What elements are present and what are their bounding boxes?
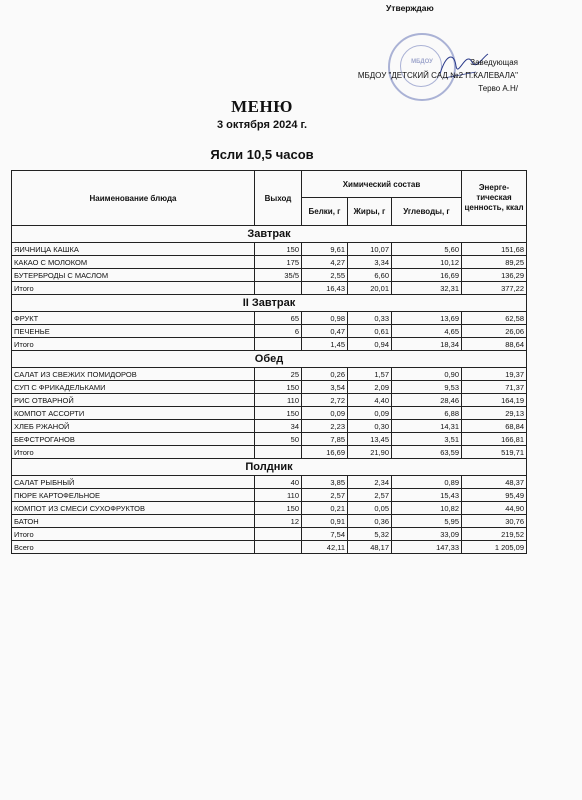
table-row [12, 312, 527, 325]
total-yield-empty [255, 338, 302, 351]
dish-fat: 2,57 [348, 489, 392, 502]
approval-title: Утверждаю [386, 3, 434, 13]
dish-protein: 0,21 [302, 502, 348, 515]
table-row [12, 325, 527, 338]
dish-protein: 2,72 [302, 394, 348, 407]
dish-energy: 29,13 [462, 407, 527, 420]
dish-yield: 110 [255, 489, 302, 502]
dish-protein: 3,85 [302, 476, 348, 489]
dish-carbs: 16,69 [392, 269, 462, 282]
dish-name: ФРУКТ [12, 312, 255, 325]
dish-name: КОМПОТ ИЗ СМЕСИ СУХОФРУКТОВ [12, 502, 255, 515]
dish-fat: 0,33 [348, 312, 392, 325]
dish-energy: 26,06 [462, 325, 527, 338]
total-yield-empty [255, 282, 302, 295]
table-row [12, 489, 527, 502]
total-carbs: 32,31 [392, 282, 462, 295]
section-total-row [12, 528, 527, 541]
dish-yield: 12 [255, 515, 302, 528]
total-energy: 219,52 [462, 528, 527, 541]
total-fat: 20,01 [348, 282, 392, 295]
dish-name: БАТОН [12, 515, 255, 528]
section-total-row [12, 338, 527, 351]
grand-total-yield-empty [255, 541, 302, 554]
dish-carbs: 15,43 [392, 489, 462, 502]
section-total-row [12, 446, 527, 459]
dish-yield: 150 [255, 243, 302, 256]
section-title: Завтрак [12, 226, 527, 243]
dish-fat: 0,30 [348, 420, 392, 433]
total-carbs: 33,09 [392, 528, 462, 541]
dish-fat: 1,57 [348, 368, 392, 381]
dish-fat: 0,05 [348, 502, 392, 515]
dish-yield: 50 [255, 433, 302, 446]
dish-fat: 4,40 [348, 394, 392, 407]
total-label: Итого [12, 528, 255, 541]
col-protein-header: Белки, г [302, 198, 348, 226]
total-carbs: 18,34 [392, 338, 462, 351]
total-label: Итого [12, 338, 255, 351]
dish-energy: 89,25 [462, 256, 527, 269]
dish-name: ПЮРЕ КАРТОФЕЛЬНОЕ [12, 489, 255, 502]
dish-name: РИС ОТВАРНОЙ [12, 394, 255, 407]
col-yield-header: Выход [255, 171, 302, 226]
dish-fat: 6,60 [348, 269, 392, 282]
dish-carbs: 0,90 [392, 368, 462, 381]
col-chem-header: Химический состав [302, 171, 462, 198]
total-protein: 16,69 [302, 446, 348, 459]
section-title: Полдник [12, 459, 527, 476]
dish-energy: 95,49 [462, 489, 527, 502]
dish-name: КАКАО С МОЛОКОМ [12, 256, 255, 269]
grand-total-row [12, 541, 527, 554]
total-fat: 21,90 [348, 446, 392, 459]
dish-yield: 150 [255, 381, 302, 394]
dish-carbs: 4,65 [392, 325, 462, 338]
document-title: МЕНЮ [231, 97, 293, 116]
dish-protein: 2,23 [302, 420, 348, 433]
total-yield-empty [255, 528, 302, 541]
dish-fat: 10,07 [348, 243, 392, 256]
section-header-row [12, 226, 527, 243]
dish-protein: 0,09 [302, 407, 348, 420]
dish-name: КОМПОТ АССОРТИ [12, 407, 255, 420]
total-label: Итого [12, 446, 255, 459]
table-row [12, 368, 527, 381]
dish-carbs: 10,12 [392, 256, 462, 269]
section-header-row [12, 351, 527, 368]
dish-energy: 68,84 [462, 420, 527, 433]
section-title: Обед [12, 351, 527, 368]
grand-total-energy: 1 205,09 [462, 541, 527, 554]
dish-energy: 151,68 [462, 243, 527, 256]
dish-fat: 0,09 [348, 407, 392, 420]
table-row [12, 394, 527, 407]
dish-carbs: 9,53 [392, 381, 462, 394]
total-protein: 1,45 [302, 338, 348, 351]
total-energy: 519,71 [462, 446, 527, 459]
grand-total-label: Всего [12, 541, 255, 554]
dish-yield: 175 [255, 256, 302, 269]
dish-energy: 19,37 [462, 368, 527, 381]
table-row [12, 407, 527, 420]
table-row [12, 502, 527, 515]
dish-carbs: 13,69 [392, 312, 462, 325]
dish-protein: 4,27 [302, 256, 348, 269]
table-row [12, 243, 527, 256]
dish-carbs: 5,95 [392, 515, 462, 528]
grand-total-carbs: 147,33 [392, 541, 462, 554]
dish-carbs: 6,88 [392, 407, 462, 420]
menu-table [11, 170, 527, 554]
section-header-row [12, 459, 527, 476]
total-energy: 377,22 [462, 282, 527, 295]
dish-energy: 136,29 [462, 269, 527, 282]
dish-carbs: 10,82 [392, 502, 462, 515]
dish-energy: 166,81 [462, 433, 527, 446]
dish-yield: 40 [255, 476, 302, 489]
approval-organization: МБДОУ "ДЕТСКИЙ САД №2 П.КАЛЕВАЛА" [357, 71, 518, 80]
table-row [12, 420, 527, 433]
col-energy-header: Энерге-тическая ценность, ккал [462, 171, 527, 226]
dish-name: ПЕЧЕНЬЕ [12, 325, 255, 338]
table-row [12, 515, 527, 528]
total-fat: 5,32 [348, 528, 392, 541]
dish-fat: 0,61 [348, 325, 392, 338]
dish-yield: 150 [255, 502, 302, 515]
dish-fat: 2,34 [348, 476, 392, 489]
dish-carbs: 3,51 [392, 433, 462, 446]
dish-protein: 2,55 [302, 269, 348, 282]
dish-energy: 48,37 [462, 476, 527, 489]
total-fat: 0,94 [348, 338, 392, 351]
dish-name: СУП С ФРИКАДЕЛЬКАМИ [12, 381, 255, 394]
dish-name: ЯИЧНИЦА КАШКА [12, 243, 255, 256]
col-fat-header: Жиры, г [348, 198, 392, 226]
dish-carbs: 0,89 [392, 476, 462, 489]
total-energy: 88,64 [462, 338, 527, 351]
dish-protein: 9,61 [302, 243, 348, 256]
total-protein: 16,43 [302, 282, 348, 295]
dish-yield: 35/5 [255, 269, 302, 282]
table-row [12, 256, 527, 269]
dish-name: ХЛЕБ РЖАНОЙ [12, 420, 255, 433]
table-row [12, 476, 527, 489]
dish-name: БУТЕРБРОДЫ С МАСЛОМ [12, 269, 255, 282]
dish-carbs: 14,31 [392, 420, 462, 433]
table-row [12, 269, 527, 282]
total-label: Итого [12, 282, 255, 295]
approval-position: Заведующая [470, 58, 518, 67]
section-total-row [12, 282, 527, 295]
dish-protein: 3,54 [302, 381, 348, 394]
dish-carbs: 5,60 [392, 243, 462, 256]
dish-carbs: 28,46 [392, 394, 462, 407]
dish-yield: 25 [255, 368, 302, 381]
section-title: II Завтрак [12, 295, 527, 312]
dish-protein: 0,98 [302, 312, 348, 325]
dish-energy: 62,58 [462, 312, 527, 325]
stamp-text: МБДОУ [411, 59, 433, 65]
col-dish-header: Наименование блюда [12, 171, 255, 226]
total-protein: 7,54 [302, 528, 348, 541]
col-carbs-header: Углеводы, г [392, 198, 462, 226]
dish-fat: 2,09 [348, 381, 392, 394]
dish-yield: 65 [255, 312, 302, 325]
document-date: 3 октября 2024 г. [216, 119, 308, 131]
dish-fat: 13,45 [348, 433, 392, 446]
dish-protein: 0,47 [302, 325, 348, 338]
dish-yield: 34 [255, 420, 302, 433]
dish-energy: 71,37 [462, 381, 527, 394]
dish-name: САЛАТ РЫБНЫЙ [12, 476, 255, 489]
total-carbs: 63,59 [392, 446, 462, 459]
dish-yield: 150 [255, 407, 302, 420]
section-header-row [12, 295, 527, 312]
dish-protein: 0,91 [302, 515, 348, 528]
grand-total-fat: 48,17 [348, 541, 392, 554]
group-title: Ясли 10,5 часов [210, 147, 314, 162]
dish-protein: 0,26 [302, 368, 348, 381]
table-row [12, 433, 527, 446]
dish-name: САЛАТ ИЗ СВЕЖИХ ПОМИДОРОВ [12, 368, 255, 381]
approval-name: Терво А.Н/ [478, 84, 518, 93]
dish-protein: 7,85 [302, 433, 348, 446]
dish-protein: 2,57 [302, 489, 348, 502]
total-yield-empty [255, 446, 302, 459]
table-row [12, 381, 527, 394]
dish-energy: 44,90 [462, 502, 527, 515]
grand-total-protein: 42,11 [302, 541, 348, 554]
dish-energy: 30,76 [462, 515, 527, 528]
dish-yield: 110 [255, 394, 302, 407]
dish-yield: 6 [255, 325, 302, 338]
dish-fat: 0,36 [348, 515, 392, 528]
dish-fat: 3,34 [348, 256, 392, 269]
dish-name: БЕФСТРОГАНОВ [12, 433, 255, 446]
dish-energy: 164,19 [462, 394, 527, 407]
